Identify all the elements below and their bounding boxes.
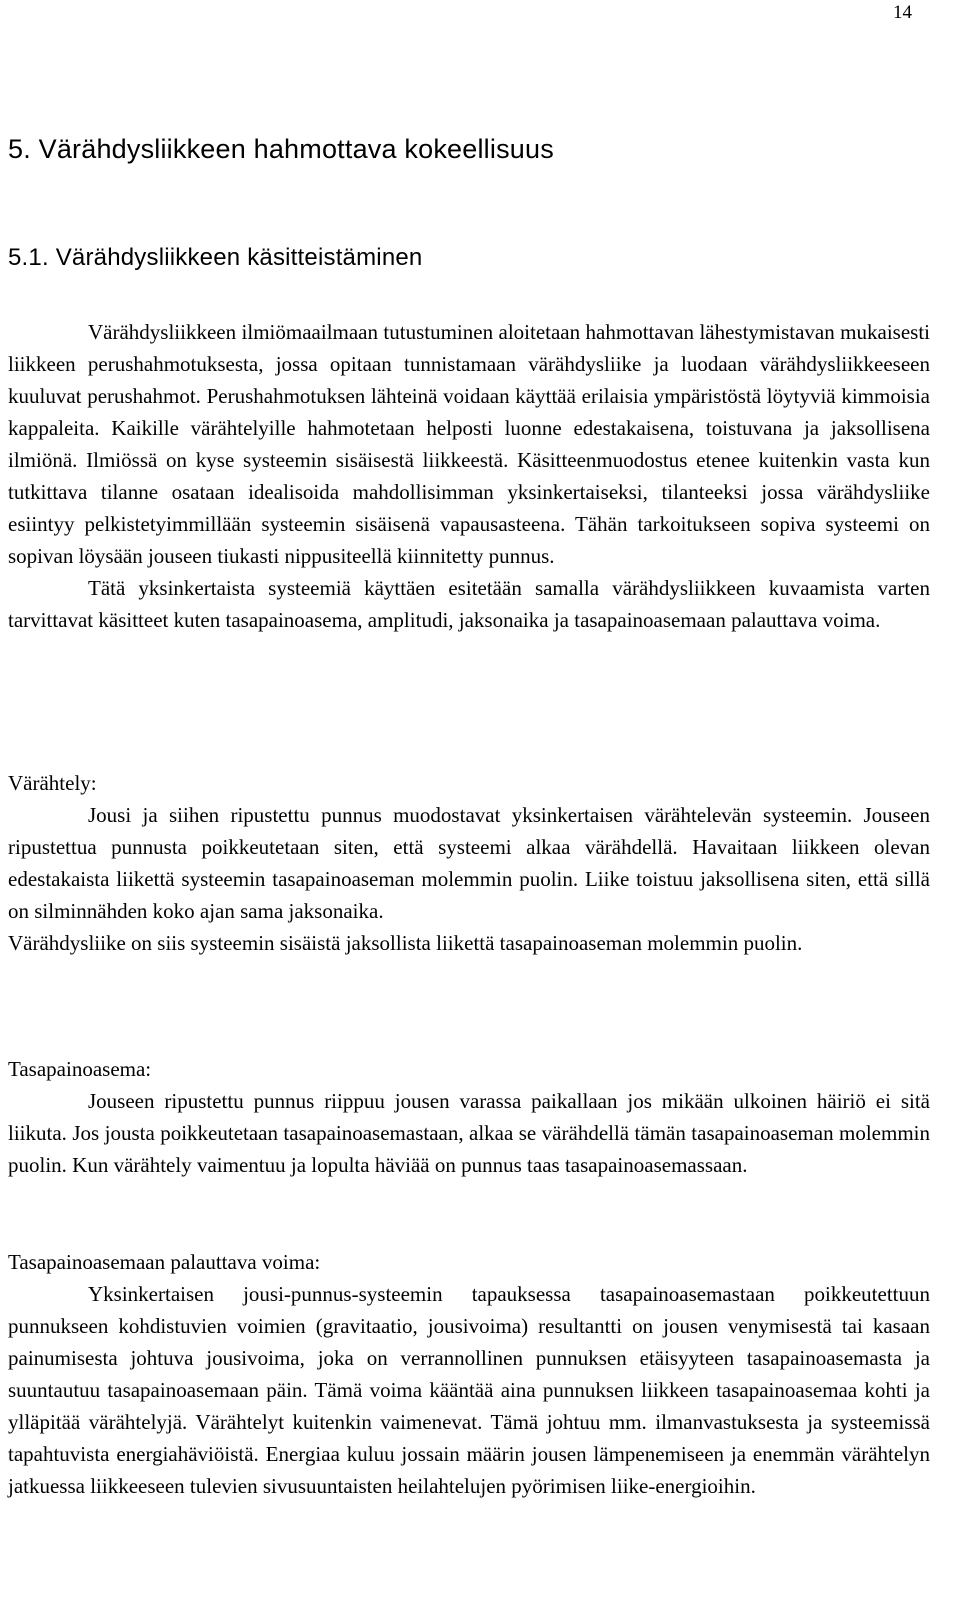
definition-label: Värähtely: <box>8 771 97 795</box>
definition-label: Tasapainoasema: <box>8 1057 152 1081</box>
chapter-title: 5. Värähdysliikkeen hahmottava kokeellisuus <box>8 134 554 164</box>
definition-text: Jouseen ripustettu punnus riippuu jousen varassa paikallaan jos mikään ulkoinen häiriö ei sitä liikuta. Jos jousta poikkeutetaan tasapainoasemastaan, alkaa se värähdellä tämän tasapainoaseman molemmin puolin. Kun värähtely vaimentuu ja lopulta häviää on punnus taas tasapainoasemassaan. <box>8 1089 930 1177</box>
system-paragraph: Tätä yksinkertaista systeemiä käyttäen esitetään samalla värähdysliikkeen kuvaamista varten tarvittavat käsitteet kuten tasapainoasema, amplitudi, jaksonaika ja tasapainoasemaan palauttava voima. <box>8 576 930 632</box>
definition-text: Jousi ja siihen ripustettu punnus muodostavat yksinkertaisen värähtelevän systeemin. Jouseen ripustettua punnusta poikkeutetaan siten, että systeemi alkaa värähdellä. Havaitaan liikkeen olevan edestakaista liikettä systeemin tasapainoaseman molemmin puolin. Liike toistuu jaksollisena siten, että sillä on silminnähden koko ajan sama jaksonaika. <box>8 803 930 923</box>
page-number: 14 <box>893 2 912 23</box>
definition-text: Yksinkertaisen jousi-punnus-systeemin tapauksessa tasapainoasemastaan poikkeutettuun punnukseen kohdistuvien voimien (gravitaatio, jousivoima) resultantti on jousen venymisestä tai kasaan painumisesta johtuva jousivoima, joka on verrannollinen punnuksen etäisyyteen tasapainoasemasta ja suuntautuu tasapainoasemaan päin. Tämä voima kääntää aina punnuksen liikkeen tasapainoasemaa kohti ja ylläpitää värähtelyjä. Värähtelyt kuitenkin vaimenevat. Tämä johtuu mm. ilmanvastuksesta ja systeemissä tapahtuvista energiahäviöistä. Energiaa kuluu jossain määrin jousen lämpenemiseen ja enemmän värähtelyn jatkuessa liikkeeseen tulevien sivusuuntaisten heilahtelujen pyörimisen liike-energioihin. <box>8 1282 930 1498</box>
definition-restoring-force <box>8 1246 930 1502</box>
definition-equilibrium <box>8 1053 930 1181</box>
definition-label: Tasapainoasemaan palauttava voima: <box>8 1250 321 1274</box>
section-title: 5.1. Värähdysliikkeen käsitteistäminen <box>8 244 423 271</box>
definition-extra: Värähdysliike on siis systeemin sisäistä jaksollista liikettä tasapainoaseman molemmin puolin. <box>8 931 803 955</box>
definition-oscillation <box>8 767 930 959</box>
intro-block <box>8 316 930 636</box>
intro-paragraph: Värähdysliikkeen ilmiömaailmaan tutustuminen aloitetaan hahmottavan lähestymistavan mukaisesti liikkeen perushahmotuksesta, jossa opitaan tunnistamaan värähdysliike ja luodaan värähdysliikkeeseen kuuluvat perushahmot. Perushahmotuksen lähteinä voidaan käyttää erilaisia ympäristöstä löytyviä kimmoisia kappaleita. Kaikille värähtelyille hahmotetaan helposti luonne edestakaisena, toistuvana ja jaksollisena ilmiönä. Ilmiössä on kyse systeemin sisäisestä liikkeestä. Käsitteenmuodostus etenee kuitenkin vasta kun tutkittava tilanne osataan idealisoida mahdollisimman yksinkertaiseksi, tilanteeksi jossa värähdysliike esiintyy pelkistetyimmillään systeemin sisäisenä vapausasteena. Tähän tarkoitukseen sopiva systeemi on sopivan löysään jouseen tiukasti nippusiteellä kiinnitetty punnus. <box>8 320 930 568</box>
